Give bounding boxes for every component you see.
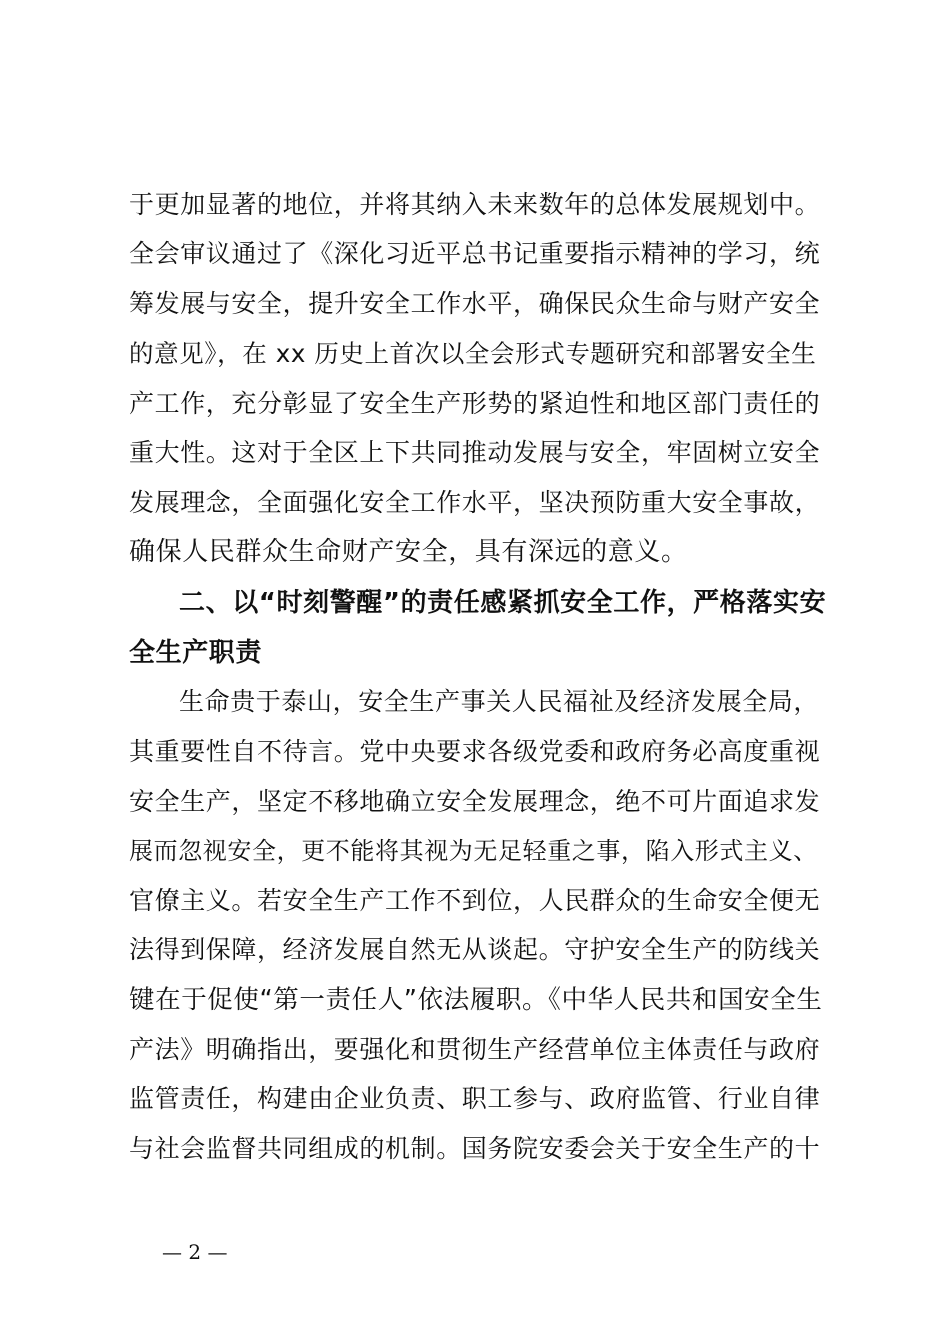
- text-line: 监管责任，构建由企业负责、职工参与、政府监管、行业自律: [129, 1084, 821, 1113]
- text-line: 生命贵于泰山，安全生产事关人民福祉及经济发展全局，: [179, 687, 820, 716]
- text-line: 全会审议通过了《深化习近平总书记重要指示精神的学习，统: [129, 239, 821, 268]
- page-number: — 2 —: [162, 1240, 228, 1264]
- text-line: 法得到保障，经济发展自然无从谈起。守护安全生产的防线关: [129, 935, 821, 964]
- text-line: 安全生产，坚定不移地确立安全发展理念，绝不可片面追求发: [129, 787, 821, 816]
- text-line: 确保人民群众生命财产安全，具有深远的意义。: [129, 537, 688, 567]
- text-line: 展而忽视安全，更不能将其视为无足轻重之事，陷入形式主义、: [129, 837, 818, 865]
- text-line: 的意见》，在 xx 历史上首次以全会形式专题研究和部署安全生: [129, 339, 817, 368]
- text-line: 其重要性自不待言。党中央要求各级党委和政府务必高度重视: [129, 737, 821, 766]
- text-line: 重大性。这对于全区上下共同推动发展与安全，牢固树立安全: [129, 438, 821, 467]
- heading-line: 二、以“时刻警醒”的责任感紧抓安全工作，严格落实安: [179, 588, 827, 618]
- text-line: 官僚主义。若安全生产工作不到位，人民群众的生命安全便无: [129, 886, 821, 915]
- text-line: 于更加显著的地位，并将其纳入未来数年的总体发展规划中。: [129, 190, 821, 219]
- text-line: 与社会监督共同组成的机制。国务院安委会关于安全生产的十: [129, 1134, 821, 1163]
- text-line: 产工作，充分彰显了安全生产形势的紧迫性和地区部门责任的: [129, 389, 821, 418]
- text-line: 筹发展与安全，提升安全工作水平，确保民众生命与财产安全: [129, 289, 821, 318]
- text-line: 发展理念，全面强化安全工作水平，坚决预防重大安全事故，: [129, 488, 821, 517]
- text-line: 键在于促使“第一责任人”依法履职。《中华人民共和国安全生: [129, 985, 823, 1015]
- text-line: 产法》明确指出，要强化和贯彻生产经营单位主体责任与政府: [129, 1035, 821, 1064]
- heading-line: 全生产职责: [129, 638, 263, 668]
